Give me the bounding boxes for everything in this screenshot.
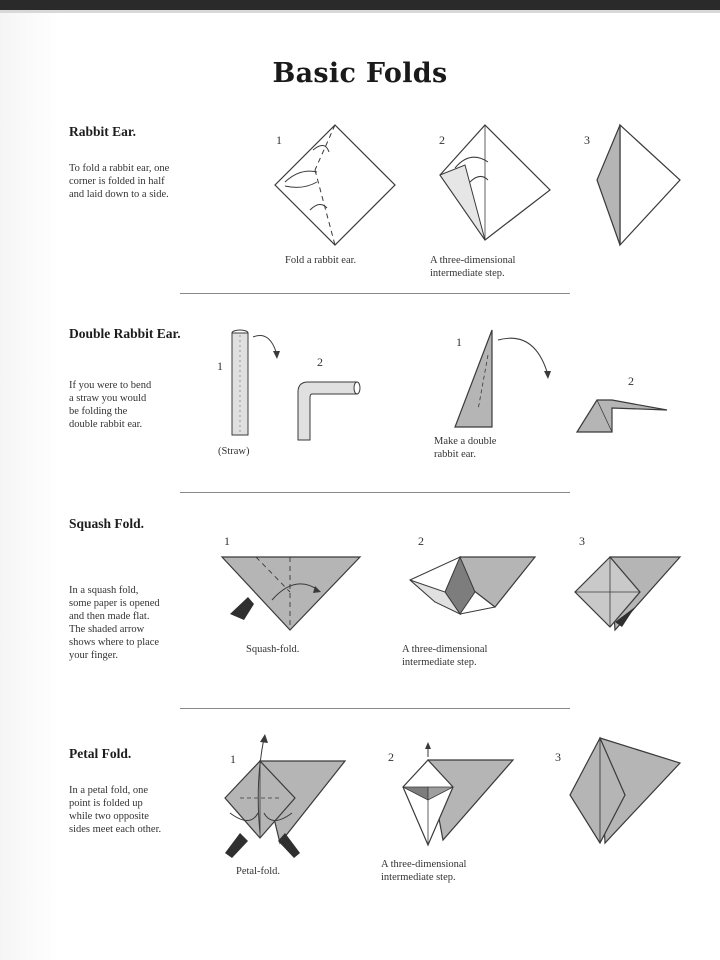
caption-rabbit-ear-step1: Fold a rabbit ear. [285,255,357,266]
step-number: 2 [439,133,445,147]
caption-double-rabbit-ear: Make a double rabbit ear. [434,436,497,460]
step-number: 3 [579,534,585,548]
section-divider [180,492,570,493]
step-number: 1 [276,133,282,147]
caption-squash-fold-step1: Squash-fold. [246,644,300,655]
caption-squash-fold-step2: A three-dimensional intermediate step. [402,644,488,668]
section-desc-petal-fold: In a petal fold, one point is folded up while two opposite sides meet each other. [69,785,162,835]
section-title-squash-fold: Squash Fold. [69,516,145,531]
step-number: 1 [456,335,462,349]
section-title-double-rabbit-ear: Double Rabbit Ear. [69,326,181,341]
squash-fold-step3-diagram [570,552,685,637]
step-number: 3 [584,133,590,147]
double-rabbit-ear-step1-diagram [450,325,560,430]
double-rabbit-ear-step2-diagram [572,392,672,437]
step-number: 1 [230,752,236,766]
squash-fold-step1-diagram [220,552,365,637]
bent-straw-diagram [292,372,367,442]
petal-fold-step1-diagram [220,733,355,861]
scan-top-edge-light [0,10,720,13]
step-number: 1 [224,534,230,548]
petal-fold-step2-diagram [398,745,518,850]
section-desc-squash-fold: In a squash fold, some paper is opened and then made flat. The shaded arrow shows where to place your finger. [69,585,160,661]
scan-top-edge [0,0,720,10]
section-desc-rabbit-ear: To fold a rabbit ear, one corner is folded in half and laid down to a side. [69,163,170,200]
rabbit-ear-step2-diagram [430,120,560,250]
caption-petal-fold-step1: Petal-fold. [236,866,281,877]
section-desc-double-rabbit-ear: If you were to bend a straw you would be folding the double rabbit ear. [69,380,152,430]
step-number: 2 [418,534,424,548]
petal-fold-step3-diagram [565,735,685,850]
section-title-petal-fold: Petal Fold. [69,746,132,761]
rabbit-ear-step1-diagram [265,120,405,250]
straw-diagram [225,325,285,445]
caption-straw: (Straw) [218,446,250,457]
caption-rabbit-ear-step2: A three-dimensional intermediate step. [430,255,516,279]
section-divider [180,708,570,709]
caption-petal-fold-step2: A three-dimensional intermediate step. [381,859,467,883]
step-number: 1 [217,359,223,373]
step-number: 3 [555,750,561,764]
step-number: 2 [628,374,634,388]
step-number: 2 [388,750,394,764]
scan-shadow [0,0,60,960]
step-number: 2 [317,355,323,369]
rabbit-ear-step3-diagram [585,120,685,250]
section-divider [180,293,570,294]
section-title-rabbit-ear: Rabbit Ear. [69,124,137,139]
page-title: Basic Folds [272,58,448,89]
squash-fold-step2-diagram [405,552,540,637]
